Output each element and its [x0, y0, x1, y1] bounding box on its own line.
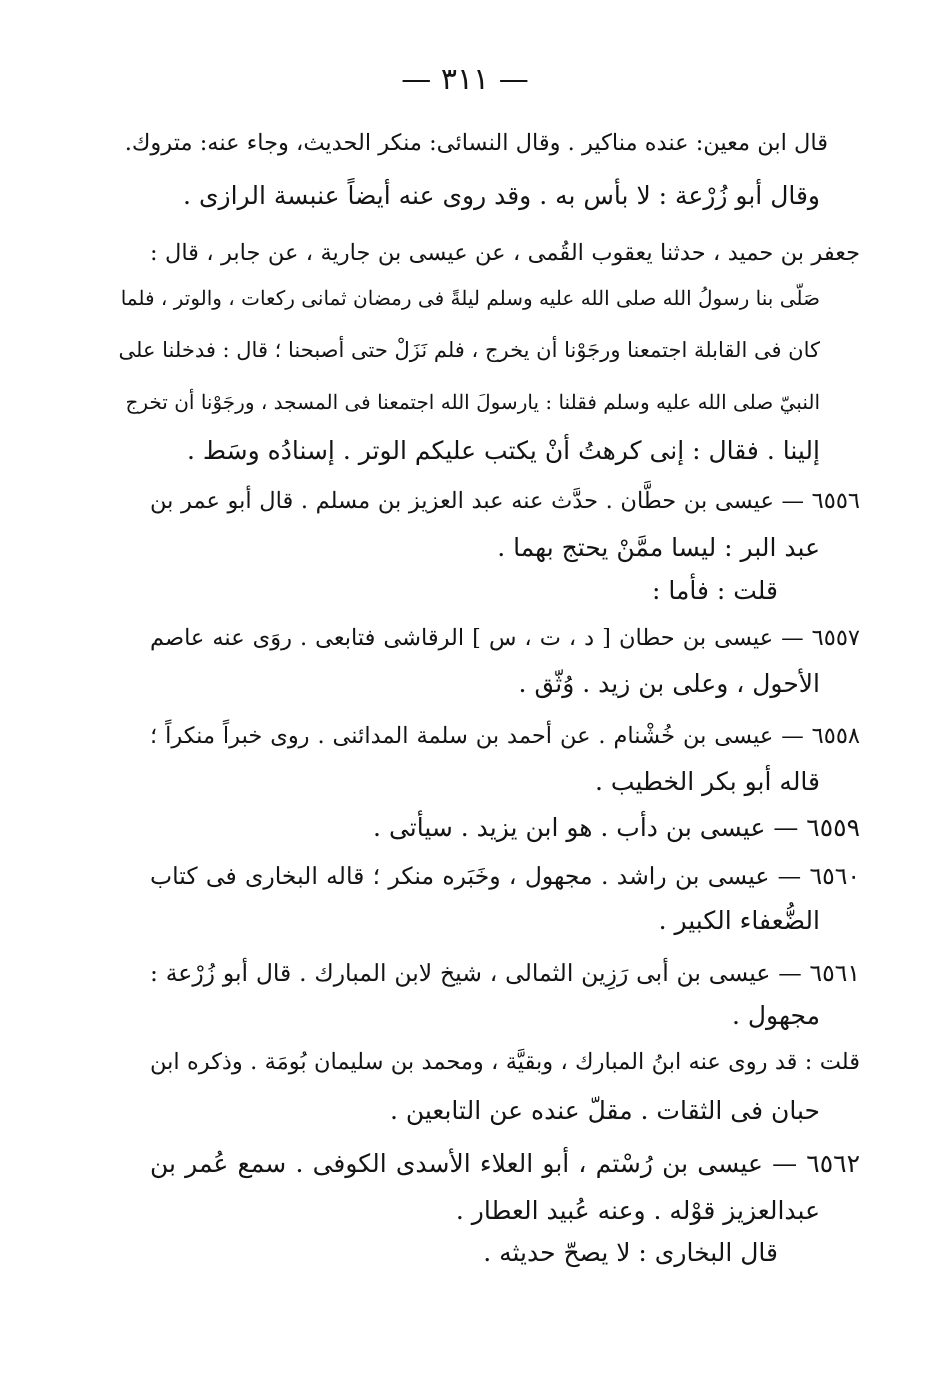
book-page: — ٣١١ — قال ابن معين: عنده مناكير . وقال النسائى: منكر الحديث، وجاء عنه: متروك. وقال أبو زُرْعة : لا بأس به . وقد روى عنه أيضاً عنبسة الرازى . جعفر بن حميد ، حدثنا يعقوب القُمى ، عن عيسى بن جارية ، عن جابر ، قال : صَلّى بنا رسولُ الله صلى الله عليه وسلم ليلةً فى رمضان ثمانى ركعات ، والوتر ، فلما كان فى القابلة اجتمعنا ورجَوْنا أن يخرج ، فلم نَزَلْ حتى أصبحنا ؛ قال : فدخلنا على النبيّ صلى الله عليه وسلم فقلنا : يارسولَ الله اجتمعنا فى المسجد ، ورجَوْنا أن تخرج إلينا . فقال : إنى كرهتُ أنْ يكتب عليكم الوتر . إسنادُه وسَط . ٦٥٥٦ — عيسى بن حطَّان . حدَّث عنه عبد العزيز بن مسلم . قال أبو عمر بن عبد البر : ليسا ممَّنْ يحتج بهما . قلت : فأما : ٦٥٥٧ — عيسى بن حطان [ د ، ت ، س ] الرقاشى فتابعى . روَى عنه عاصم الأحول ، وعلى بن زيد . وُثّق . ٦٥٥٨ — عيسى بن خُشْنام . عن أحمد بن سلمة المدائنى . روى خبراً منكراً ؛ قاله أبو بكر الخطيب . ٦٥٥٩ — عيسى بن دأب . هو ابن يزيد . سيأتى . ٦٥٦٠ — عيسى بن راشد . مجهول ، وخَبَره منكر ؛ قاله البخارى فى كتاب الضُّعفاء الكبير . ٦٥٦١ — عيسى بن أبى رَزِين الثمالى ، شيخ لابن المبارك . قال أبو زُرْعة : مجهول . قلت : قد روى عنه ابنُ المبارك ، وبقيَّة ، ومحمد بن سليمان بُومَة . وذكره ابن حبان فى الثقات . مقلّ عنده عن التابعين . ٦٥٦٢ — عيسى بن رُسْتم ، أبو العلاء الأسدى الكوفى . سمع عُمر بن عبدالعزيز قوْله . وعنه عُبيد العطار . قال البخارى : لا يصحّ حديثه . — [0, 0, 930, 1381]
page-number: — ٣١١ — — [401, 62, 529, 97]
